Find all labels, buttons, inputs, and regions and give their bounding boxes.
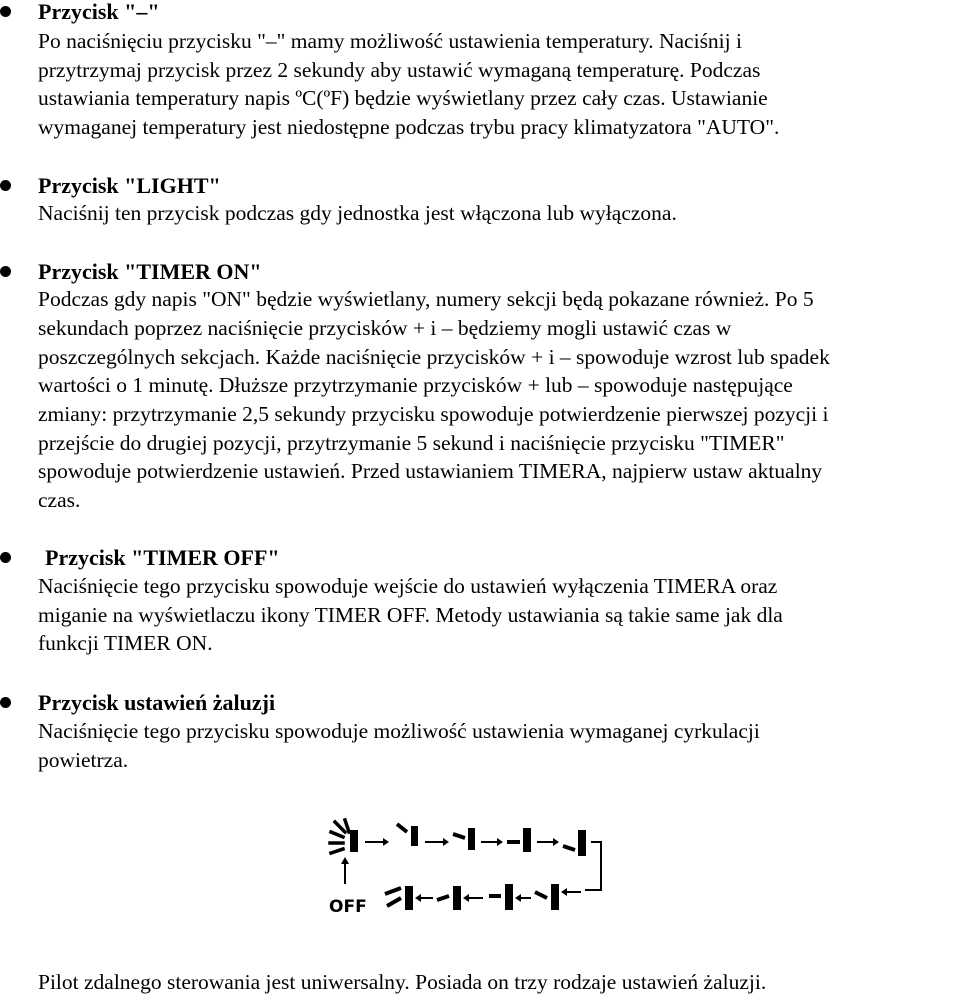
section-title: Przycisk "TIMER OFF"	[45, 545, 280, 570]
section-text-line: Po naciśnięciu przycisku "–" mamy możliwość ustawienia temperatury. Naciśnij i	[38, 29, 742, 53]
section-text-line: funkcji TIMER ON.	[38, 631, 213, 655]
louver-position-2-return-icon	[535, 884, 559, 910]
arrow-left-icon	[415, 894, 433, 902]
louver-cycle-svg	[325, 812, 615, 922]
arrow-left-icon	[463, 894, 483, 902]
section-text-line: Naciśnięcie tego przycisku spowoduje możliwość ustawienia wymaganej cyrkulacji	[38, 719, 760, 743]
section-title: Przycisk "LIGHT"	[38, 173, 221, 198]
section-text-line: spowoduje potwierdzenie ustawień. Przed ustawianiem TIMERA, najpierw ustaw aktualny	[38, 459, 823, 483]
section-title: Przycisk ustawień żaluzji	[38, 690, 276, 715]
section-text-line: wartości o 1 minutę. Dłuższe przytrzymanie przycisków + lub – spowoduje następujące	[38, 373, 793, 397]
section-text-line: przejście do drugiej pozycji, przytrzymanie 5 sekund i naciśnięcie przycisku "TIMER"	[38, 431, 785, 455]
arrow-left-icon	[561, 888, 581, 896]
swing-burst-icon	[330, 820, 358, 853]
arrow-up-icon	[341, 857, 349, 884]
section-title: Przycisk "TIMER ON"	[38, 259, 262, 284]
section-text-line: Podczas gdy napis "ON" będzie wyświetlany, numery sekcji będą pokazane również. Po 5	[38, 287, 814, 311]
off-label: OFF	[329, 897, 367, 917]
louver-position-3-return-icon	[489, 884, 513, 910]
section-text-line: czas.	[38, 488, 81, 512]
section-text-line: przytrzymaj przycisk przez 2 sekundy aby ustawić wymaganą temperaturę. Podczas	[38, 58, 761, 82]
bullet-icon	[0, 6, 11, 17]
section-text-line: zmiany: przytrzymanie 2,5 sekundy przycisku spowoduje potwierdzenie pierwszej pozycji i	[38, 402, 829, 426]
bullet-icon	[0, 180, 11, 191]
arrow-right-icon	[365, 838, 389, 846]
arrow-left-icon	[515, 894, 531, 902]
louver-position-5-icon	[385, 886, 413, 910]
section-text-line: poszczególnych sekcjach. Każde naciśnięcie przycisków + i – spowoduje wzrost lub spadek	[38, 345, 830, 369]
louver-cycle-diagram	[325, 812, 615, 922]
bullet-icon	[0, 552, 11, 563]
louver-position-1-icon	[397, 824, 418, 846]
louver-position-4-return-icon	[437, 886, 461, 910]
section-text-line: Naciśnięcie tego przycisku spowoduje wejście do ustawień wyłączenia TIMERA oraz	[38, 574, 778, 598]
bullet-icon	[0, 266, 11, 277]
louver-position-2-icon	[453, 828, 475, 850]
arrow-right-icon	[481, 838, 503, 846]
arrow-right-icon	[425, 838, 449, 846]
section-title: Przycisk "–"	[38, 0, 160, 24]
section-text-line: sekundach poprzez naciśnięcie przycisków + i – będziemy mogli ustawić czas w	[38, 316, 732, 340]
connector-line	[585, 842, 601, 890]
louver-position-3-icon	[507, 828, 531, 852]
bullet-icon	[0, 697, 11, 708]
section-text-line: miganie na wyświetlaczu ikony TIMER OFF. Metody ustawiania są takie same jak dla	[38, 603, 783, 627]
footer-text: Pilot zdalnego sterowania jest uniwersalny. Posiada on trzy rodzaje ustawień żaluzji.	[38, 970, 767, 994]
section-text-line: powietrza.	[38, 748, 129, 772]
section-text-line: ustawiania temperatury napis ºC(ºF) będzie wyświetlany przez cały czas. Ustawianie	[38, 86, 768, 110]
section-text-line: wymaganej temperatury jest niedostępne podczas trybu pracy klimatyzatora "AUTO".	[38, 115, 780, 139]
louver-position-4-icon	[563, 830, 586, 856]
section-text-line: Naciśnij ten przycisk podczas gdy jednostka jest włączona lub wyłączona.	[38, 201, 677, 225]
arrow-right-icon	[537, 838, 559, 846]
